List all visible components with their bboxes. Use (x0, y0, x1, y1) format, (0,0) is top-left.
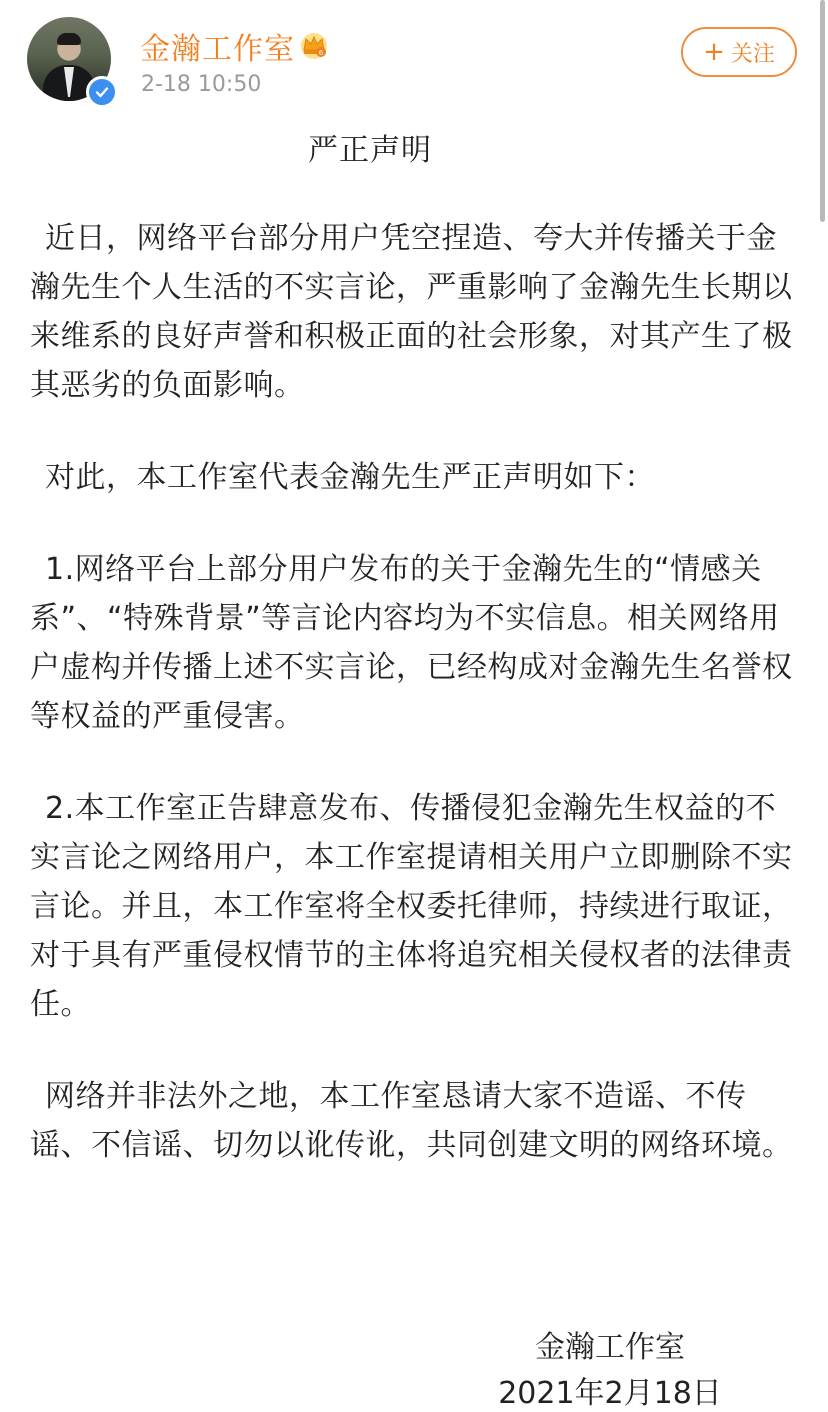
post-timestamp: 2-18 10:50 (141, 72, 262, 97)
svg-text:6: 6 (318, 49, 324, 57)
statement-paragraph: 2.本工作室正告肆意发布、传播侵犯金瀚先生权益的不实言论之网络用户，本工作室提请相关用户立即删除不实言论。并且，本工作室将全权委托律师，持续进行取证，对于具有严重侵权情节的主体将追究相关侵权者的法律责任。 (30, 791, 793, 1022)
follow-button[interactable] (681, 27, 797, 77)
verified-badge-icon (86, 76, 118, 108)
statement-body (30, 214, 796, 1213)
avatar[interactable] (27, 17, 111, 101)
statement-paragraph: 近日，网络平台部分用户凭空捏造、夸大并传播关于金瀚先生个人生活的不实言论，严重影响了金瀚先生长期以来维系的良好声誉和积极正面的社会形象，对其产生了极其恶劣的负面影响。 (30, 221, 793, 403)
crown-vip-icon (298, 29, 330, 61)
statement-paragraph: 对此，本工作室代表金瀚先生严正声明如下： (45, 460, 655, 495)
follow-label: 关注 (730, 41, 775, 67)
username[interactable]: 金瀚工作室 (140, 32, 295, 67)
plus-icon: + (703, 37, 725, 67)
statement-date: 2021年2月18日 (498, 1376, 722, 1411)
statement-paragraph: 网络并非法外之地，本工作室恳请大家不造谣、不传谣、不信谣、切勿以讹传讹，共同创建文明的网络环境。 (30, 1079, 793, 1163)
scrollbar[interactable] (820, 0, 825, 222)
statement-paragraph: 1.网络平台上部分用户发布的关于金瀚先生的“情感关系”、“特殊背景”等言论内容均为不实信息。相关网络用户虚构并传播上述不实言论，已经构成对金瀚先生名誉权等权益的严重侵害。 (30, 552, 793, 734)
statement-title: 严正声明 (308, 133, 432, 168)
signature: 金瀚工作室 (535, 1330, 685, 1365)
